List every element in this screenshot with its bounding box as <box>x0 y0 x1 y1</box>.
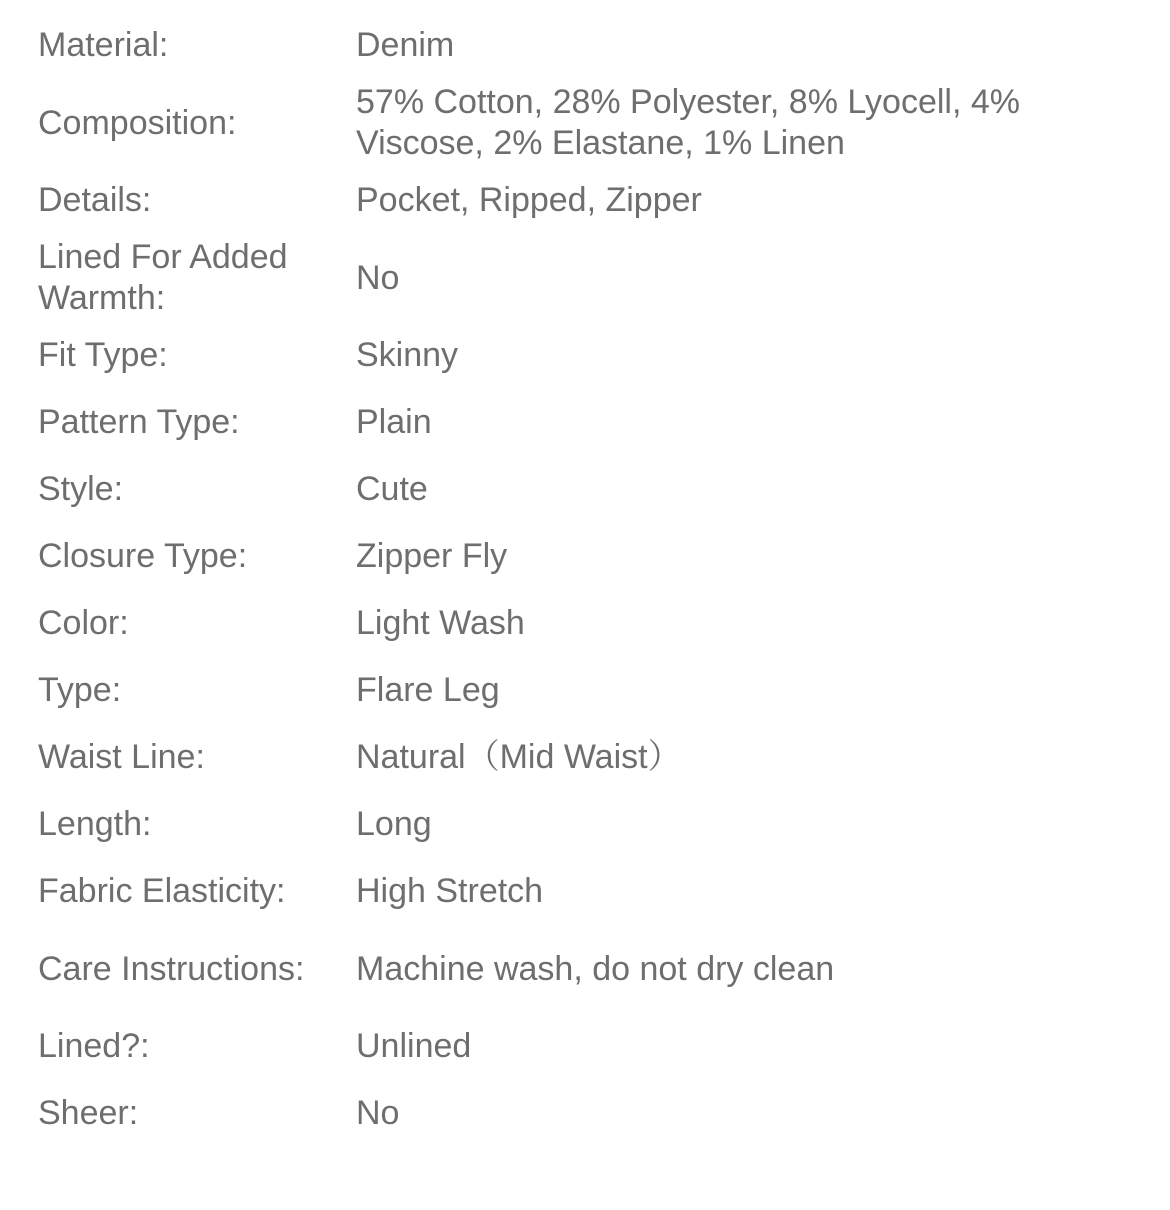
spec-value: No <box>356 258 400 297</box>
spec-label: Pattern Type: <box>38 403 240 441</box>
spec-label: Style: <box>38 470 124 508</box>
spec-row-waist-line <box>38 724 1138 791</box>
spec-row-length <box>38 791 1138 858</box>
spec-row-fabric-elasticity <box>38 858 1138 925</box>
spec-label: Care Instructions: <box>38 949 305 988</box>
spec-value: No <box>356 1094 400 1132</box>
product-specifications-table <box>38 12 1138 1147</box>
spec-row-lined-for-added-warmth <box>38 234 1138 322</box>
spec-label: Material: <box>38 26 169 64</box>
spec-value: Denim <box>356 26 455 64</box>
spec-value: Unlined <box>356 1027 472 1065</box>
spec-row-type <box>38 657 1138 724</box>
spec-value: Flare Leg <box>356 671 500 709</box>
spec-label: Type: <box>38 671 122 709</box>
spec-value: Light Wash <box>356 604 525 642</box>
spec-value: Natural（Mid Waist） <box>356 738 682 776</box>
spec-label: Length: <box>38 805 152 843</box>
spec-row-sheer <box>38 1080 1138 1147</box>
spec-label: Waist Line: <box>38 738 205 776</box>
spec-label: Details: <box>38 181 152 219</box>
spec-value: Skinny <box>356 336 459 374</box>
spec-row-color <box>38 590 1138 657</box>
spec-row-material <box>38 12 1138 79</box>
spec-row-fit-type <box>38 322 1138 389</box>
spec-label: Sheer: <box>38 1094 139 1132</box>
spec-value: Plain <box>356 403 432 441</box>
spec-label: Fabric Elasticity: <box>38 872 286 910</box>
spec-value: Cute <box>356 470 428 508</box>
spec-row-pattern-type <box>38 389 1138 456</box>
spec-value: Zipper Fly <box>356 537 508 575</box>
spec-label: Composition: <box>38 103 237 142</box>
spec-row-details <box>38 167 1138 234</box>
spec-value: 57% Cotton, 28% Polyester, 8% Lyocell, 4% Viscose, 2% Elastane, 1% Linen <box>356 83 1020 162</box>
spec-value: Long <box>356 805 432 843</box>
spec-row-style <box>38 456 1138 523</box>
spec-label: Lined For Added Warmth: <box>38 238 288 317</box>
spec-value: Machine wash, do not dry clean <box>356 949 835 988</box>
spec-row-closure-type <box>38 523 1138 590</box>
spec-row-lined <box>38 1013 1138 1080</box>
spec-label: Fit Type: <box>38 336 168 374</box>
spec-row-care-instructions <box>38 925 1138 1013</box>
spec-label: Closure Type: <box>38 537 248 575</box>
spec-value: High Stretch <box>356 872 544 910</box>
spec-label: Color: <box>38 604 129 642</box>
spec-row-composition <box>38 79 1138 167</box>
spec-label: Lined?: <box>38 1027 150 1065</box>
spec-value: Pocket, Ripped, Zipper <box>356 181 702 219</box>
